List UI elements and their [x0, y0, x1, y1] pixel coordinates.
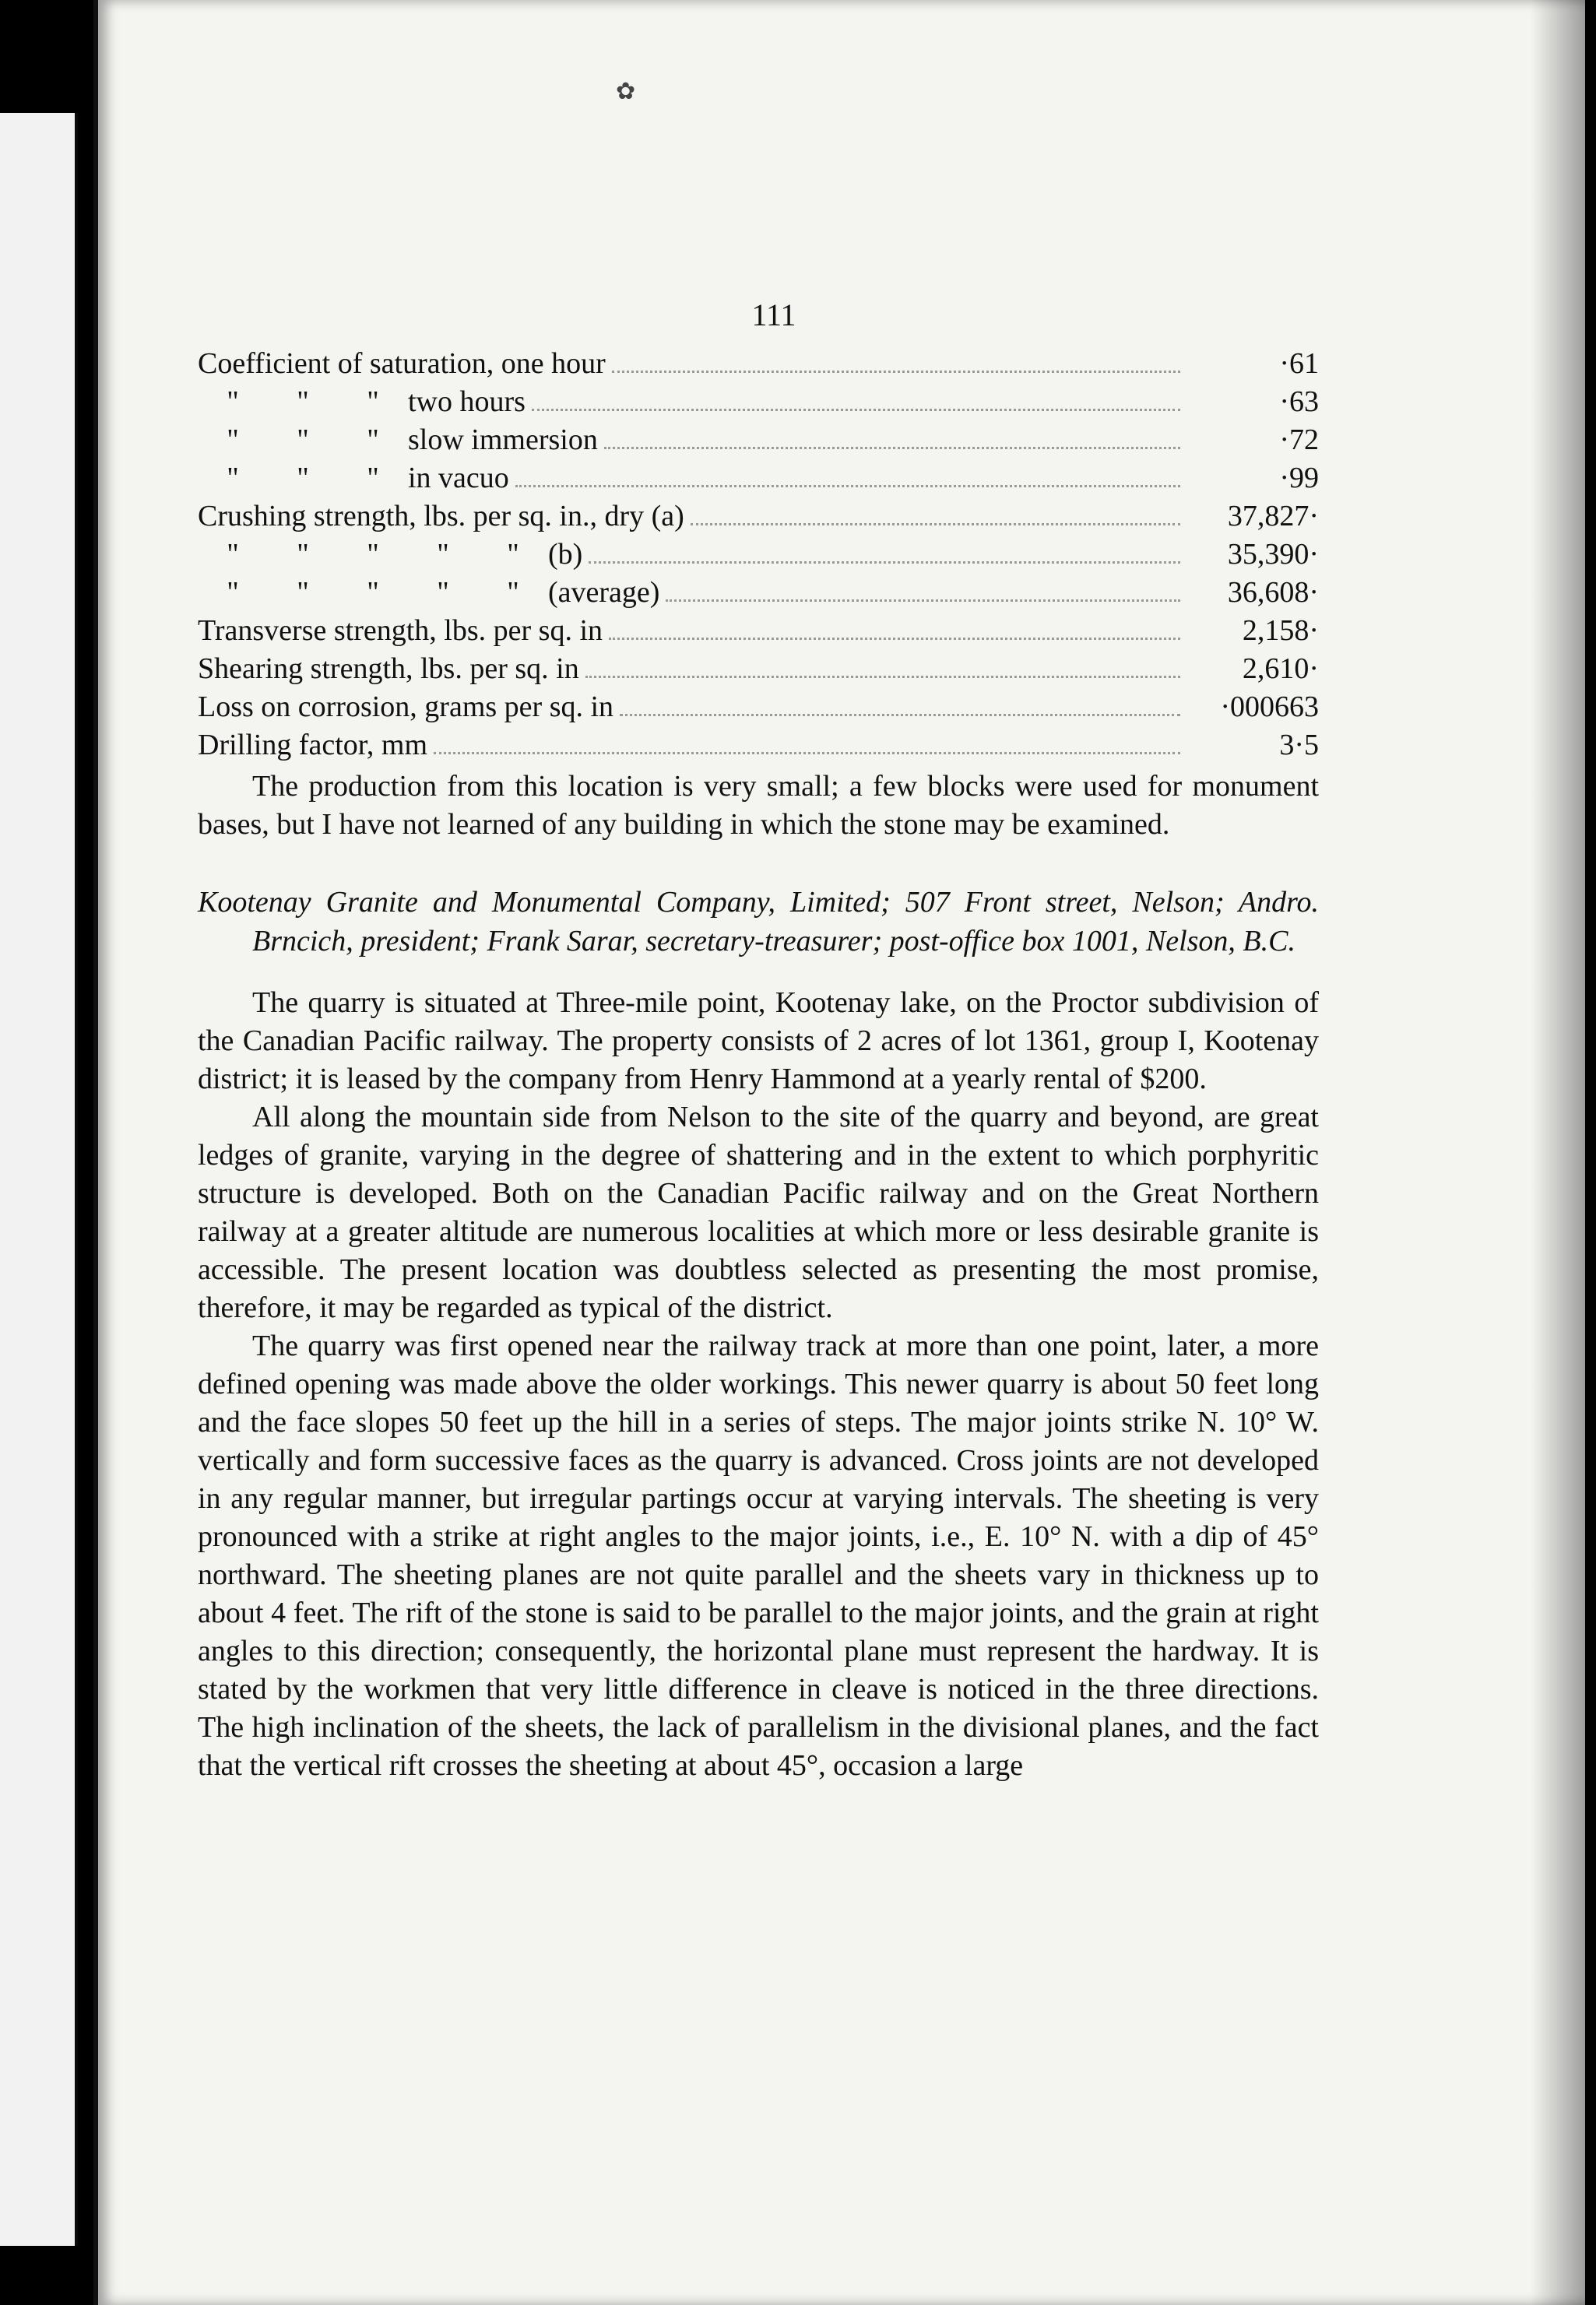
stat-row [198, 383, 1319, 421]
page-content [198, 296, 1319, 1785]
stat-value: 2,610· [1242, 652, 1319, 685]
stat-label [198, 383, 526, 421]
ditto-mark: " [227, 462, 239, 494]
dot-leader [609, 637, 1180, 640]
ditto-mark: " [297, 385, 309, 418]
ditto-mark: " [367, 462, 379, 494]
stat-label [198, 497, 684, 536]
stat-row [198, 421, 1319, 459]
ditto-mark: " [367, 538, 379, 571]
dot-leader [604, 446, 1180, 449]
stat-value: ·63 [1279, 385, 1319, 418]
stat-label-text: Crushing strength, lbs. per sq. in., dry (a) [198, 500, 684, 532]
dot-leader [620, 713, 1180, 716]
ditto-mark: " [367, 576, 379, 609]
stat-label [198, 421, 598, 459]
ditto-mark: " [437, 576, 449, 609]
stat-value: ·72 [1279, 423, 1319, 456]
stat-label-text: (b) [548, 538, 583, 571]
ditto-mark: " [297, 538, 309, 571]
ornament-mark: ✿ [616, 79, 636, 104]
ditto-mark: " [227, 423, 239, 456]
dot-leader [515, 484, 1180, 487]
stat-row [198, 726, 1319, 764]
stat-value: ·61 [1279, 347, 1319, 380]
paragraph-quarry-location: The quarry is situated at Three-mile point, Kootenay lake, on the Proctor subdivision of the Canadian Pacific railway. The property consists of 2 acres of lot 1361, group I, Kootenay district; it is leased by the company from Henry Hammond at a yearly rental of $200. [198, 986, 1319, 1095]
ditto-mark: " [297, 423, 309, 456]
stat-row [198, 612, 1319, 650]
ditto-mark: " [297, 576, 309, 609]
stat-label [198, 726, 427, 764]
stat-label [198, 345, 606, 383]
stat-row [198, 650, 1319, 688]
stat-value: 2,158· [1242, 614, 1319, 647]
stat-value: 36,608· [1227, 576, 1319, 609]
dot-leader [691, 522, 1180, 525]
dot-leader [612, 370, 1180, 373]
previous-page-edge [0, 113, 78, 2246]
page-number: 111 [751, 297, 796, 332]
stat-row [198, 459, 1319, 497]
dot-leader [589, 560, 1180, 564]
stat-value: ·000663 [1220, 690, 1319, 723]
stat-label-text: Drilling factor, mm [198, 729, 428, 761]
page-binding-shadow [1531, 0, 1585, 2305]
dot-leader [532, 408, 1180, 411]
stat-label [198, 688, 613, 726]
ditto-mark: " [367, 423, 379, 456]
stat-label [198, 650, 579, 688]
stat-label [198, 536, 582, 574]
dot-leader [585, 675, 1180, 678]
stat-label-text: in vacuo [408, 462, 509, 494]
ditto-mark: " [437, 538, 449, 571]
stat-value: 3·5 [1279, 729, 1319, 761]
stat-label-text: Coefficient of saturation, one hour [198, 347, 606, 380]
ditto-mark: " [227, 385, 239, 418]
ditto-mark: " [507, 576, 519, 609]
stat-label-text: (average) [548, 576, 660, 609]
dot-leader [434, 751, 1180, 754]
book-page [93, 0, 1585, 2305]
stat-label-text: two hours [408, 385, 526, 418]
dot-leader [666, 599, 1180, 602]
paragraph-granite-ledges: All along the mountain side from Nelson to the site of the quarry and beyond, are great ledges of granite, varying in the degree of shattering and in the extent to which porphyritic structure is developed. Both on the Canadian Pacific railway and on the Great Northern railway at a greater altitude are numerous localities at which more or less desirable granite is accessible. The present location was doubtless selected as presenting the most promise, therefore, it may be regarded as typical of the district. [198, 1101, 1319, 1324]
stat-row [198, 688, 1319, 726]
stat-label [198, 612, 603, 650]
ditto-mark: " [367, 385, 379, 418]
company-heading: Kootenay Granite and Monumental Company, Limited; 507 Front street, Nelson; Andro. Brncich, president; Frank Sarar, secretary-treasurer; post-office box 1001, Nelson, B.C. [198, 886, 1319, 957]
stat-value: 37,827· [1227, 500, 1319, 532]
ditto-mark: " [507, 538, 519, 571]
stat-label [198, 459, 509, 497]
stat-value: ·99 [1279, 462, 1319, 494]
ditto-mark: " [227, 538, 239, 571]
stat-label-text: Transverse strength, lbs. per sq. in [198, 614, 603, 647]
paragraph-production: The production from this location is very small; a few blocks were used for monument bases, but I have not learned of any building in which the stone may be examined. [198, 770, 1319, 841]
stat-label-text: Loss on corrosion, grams per sq. in [198, 690, 614, 723]
stat-value: 35,390· [1227, 538, 1319, 571]
stat-row [198, 497, 1319, 536]
stat-label [198, 574, 659, 612]
stat-row [198, 345, 1319, 383]
paragraph-quarry-workings: The quarry was first opened near the railway track at more than one point, later, a more defined opening was made above the older workings. This newer quarry is about 50 feet long and the face slopes 50 feet up the hill in a series of steps. The major joints strike N. 10° W. vertically and form successive faces as the quarry is advanced. Cross joints are not developed in any regular manner, but irregular partings occur at varying intervals. The sheeting is very pronounced with a strike at right angles to the major joints, i.e., E. 10° N. with a dip of 45° northward. The sheeting planes are not quite parallel and the sheets vary in thickness up to about 4 feet. The rift of the stone is said to be parallel to the major joints, and the grain at right angles to this direction; consequently, the horizontal plane must represent the hardway. It is stated by the workmen that very little difference in cleave is noticed in the three directions. The high inclination of the sheets, the lack of parallelism in the divisional planes, and the fact that the vertical rift crosses the sheeting at about 45°, occasion a large [198, 1330, 1319, 1782]
stat-row [198, 574, 1319, 612]
ditto-mark: " [227, 576, 239, 609]
stat-label-text: slow immersion [408, 423, 598, 456]
stat-row [198, 536, 1319, 574]
ditto-mark: " [297, 462, 309, 494]
stat-label-text: Shearing strength, lbs. per sq. in [198, 652, 579, 685]
stats-table [198, 345, 1319, 764]
